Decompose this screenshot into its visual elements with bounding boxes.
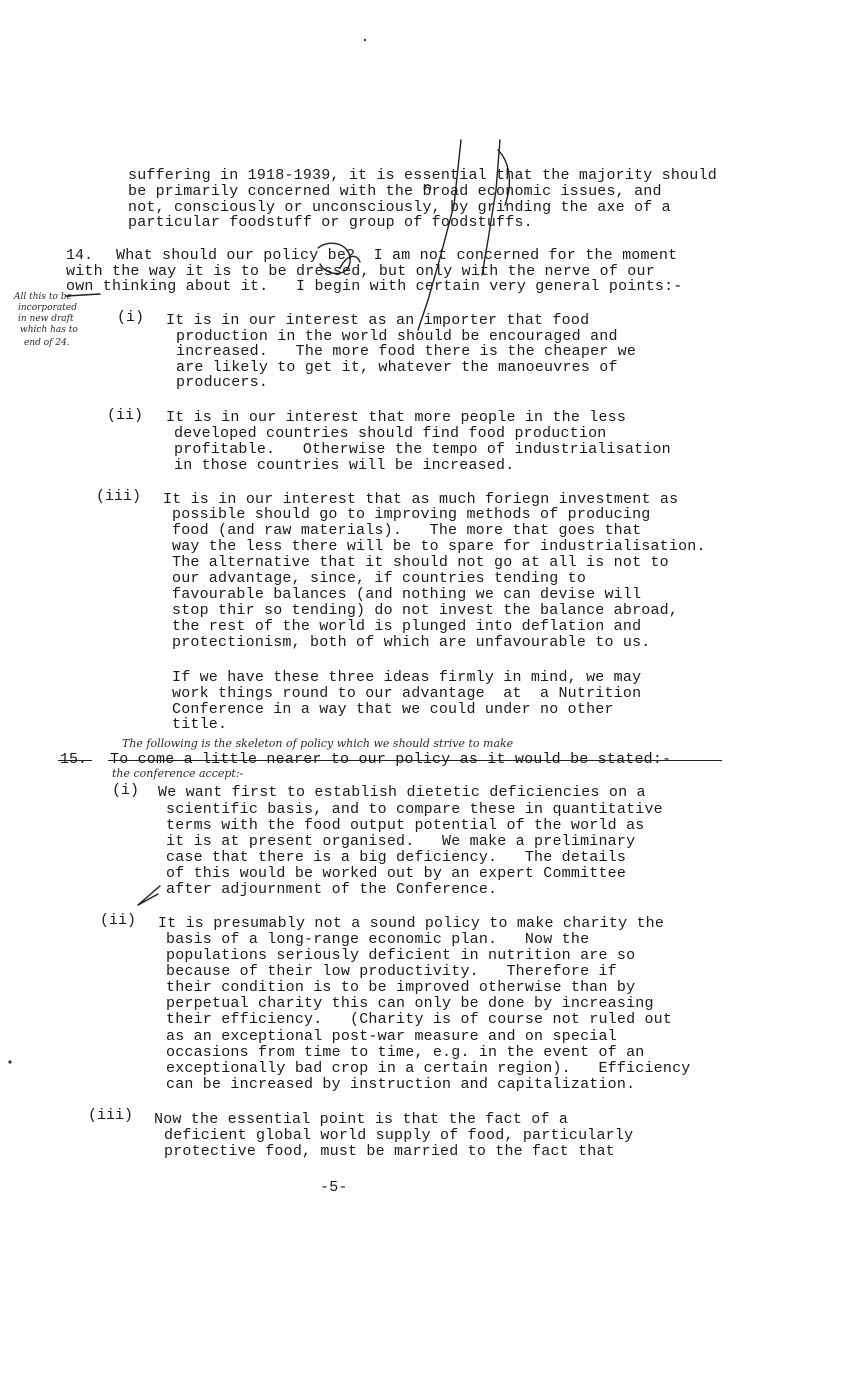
body-line: It is in our interest that more people in the less [166,409,627,426]
margin-note-line: All this to be [14,292,72,302]
handwritten-insert: the conference accept:- [112,767,244,780]
body-line: producers. [176,374,269,391]
body-line: Now the essential point is that the fact of a [154,1111,569,1128]
body-line: work things round to our advantage at a Nutrition [172,685,642,702]
body-line: protectionism, both of which are unfavourable to us. [172,634,651,651]
pen-stroke [138,894,158,905]
body-line: way the less there will be to spare for industrialisation. [172,538,706,555]
item-number: (i) [112,782,140,799]
body-line: be primarily concerned with the broad economic issues, and [128,183,662,200]
body-line: our advantage, since, if countries tending to [172,570,587,587]
item-number: (iii) [96,488,142,505]
margin-note-line: end of 24. [24,338,70,348]
body-line: protective food, must be married to the fact that [164,1143,615,1160]
body-line: their efficiency. (Charity is of course not ruled out [166,1011,673,1028]
ink-dot [364,39,366,41]
margin-note-line: which has to [20,325,78,335]
body-line: favourable balances (and nothing we can devise will [172,586,642,603]
body-line: profitable. Otherwise the tempo of industrialisation [174,441,671,458]
strikethrough [58,760,92,761]
body-line: developed countries should find food production [174,425,607,442]
body-line: food (and raw materials). The more that goes that [172,522,642,539]
body-line: What should our policy be? I am not concerned for the moment [116,247,678,264]
body-line: Conference in a way that we could under no other [172,701,614,718]
body-line: own thinking about it. I begin with certain very general points:- [66,278,683,295]
paragraph-number: 14. [66,247,94,264]
body-line: because of their low productivity. Therefore if [166,963,617,980]
body-line: particular foodstuff or group of foodstuffs. [128,214,533,231]
body-line: If we have these three ideas firmly in mind, we may [172,669,642,686]
body-line: It is presumably not a sound policy to make charity the [158,915,665,932]
body-line: production in the world should be encouraged and [176,328,618,345]
body-line: occasions from time to time, e.g. in the event of an [166,1044,645,1061]
body-line: basis of a long-range economic plan. Now the [166,931,590,948]
body-line: It is in our interest that as much foriegn investment as [163,491,679,508]
handwritten-insert: The following is the skeleton of policy which we should strive to make [122,737,514,750]
body-line: their condition is to be improved otherwise than by [166,979,636,996]
body-line: the rest of the world is plunged into deflation and [172,618,642,635]
page-number: -5- [320,1179,348,1196]
body-line: can be increased by instruction and capitalization. [166,1076,636,1093]
body-line: deficient global world supply of food, particularly [164,1127,634,1144]
body-line: it is at present organised. We make a preliminary [166,833,636,850]
body-line: not, consciously or unconsciously, by grinding the axe of a [128,199,671,216]
body-line: populations seriously deficient in nutrition are so [166,947,636,964]
body-line: after adjournment of the Conference. [166,881,498,898]
body-line: suffering in 1918-1939, it is essential that the majority should [128,167,717,184]
item-number: (ii) [107,407,144,424]
body-line: title. [172,716,228,733]
pen-stroke [138,886,160,905]
margin-note-line: incorporated [18,303,77,313]
body-line: scientific basis, and to compare these in quantitative [166,801,663,818]
body-line: terms with the food output potential of the world as [166,817,645,834]
paragraph-number: 15. [60,751,88,768]
ink-dot [8,1060,11,1063]
body-line: The alternative that it should not go at all is not to [172,554,669,571]
body-line: case that there is a big deficiency. The details [166,849,627,866]
body-line: are likely to get it, whatever the manoeuvres of [176,359,618,376]
body-line: It is in our interest as an importer that food [166,312,590,329]
item-number: (iii) [88,1107,134,1124]
body-line: stop thir so tending) do not invest the balance abroad, [172,602,679,619]
body-line: possible should go to improving methods of producing [172,506,651,523]
body-line: increased. The more food there is the cheaper we [176,343,637,360]
body-line: of this would be worked out by an expert Committee [166,865,627,882]
body-line: with the way it is to be dressed, but only with the nerve of our [66,263,655,280]
item-number: (ii) [100,912,137,929]
body-line: perpetual charity this can only be done by increasing [166,995,654,1012]
body-line: We want first to establish dietetic deficiencies on a [158,784,646,801]
body-line: exceptionally bad crop in a certain region). Efficiency [166,1060,691,1077]
body-line: as an exceptional post-war measure and on special [166,1028,617,1045]
struck-line: To come a little nearer to our policy as it would be stated:- [110,751,672,768]
margin-note-line: in new draft [18,314,74,324]
body-line: in those countries will be increased. [174,457,515,474]
strikethrough [108,760,722,761]
item-number: (i) [117,309,145,326]
